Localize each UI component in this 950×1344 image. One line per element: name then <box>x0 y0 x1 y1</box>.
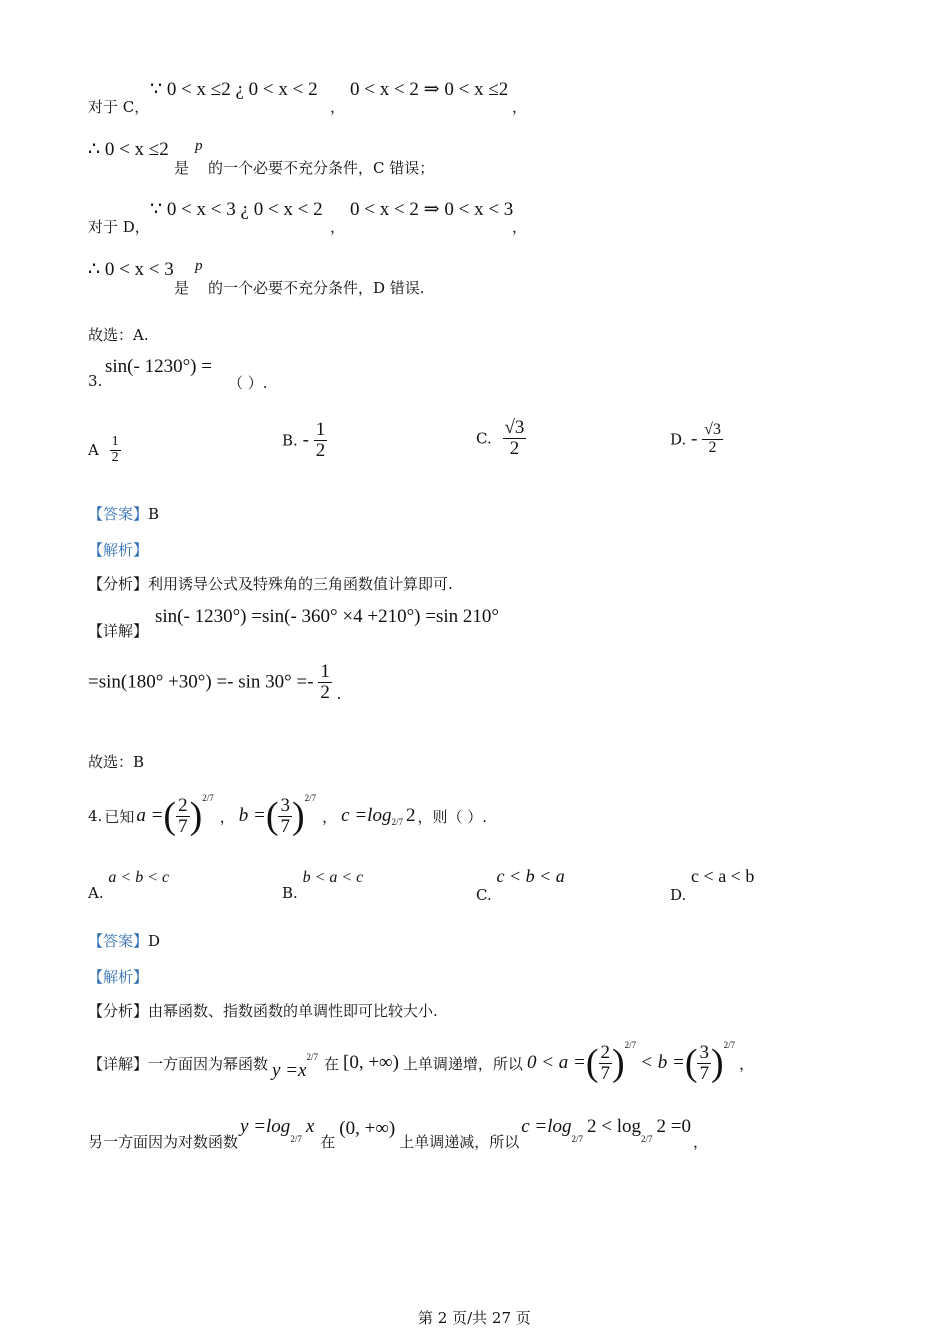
q3-option-b-sign: - <box>302 429 309 451</box>
q4-line1-b-lparen: ( <box>684 1042 698 1084</box>
q3-fenxi-tag: 【分析】 <box>88 575 149 593</box>
q4-a-num: 2 <box>178 794 188 816</box>
d-implication-math: 0 < x < 2 ⇒ 0 < x < 3 <box>350 199 514 220</box>
q4-b-lparen: ( <box>265 795 279 837</box>
q4-sep2: ， <box>322 807 338 826</box>
q4-option-c-label: C. <box>476 886 492 904</box>
q3-option-b[interactable] <box>282 420 327 461</box>
d-condition-math: ∵ 0 < x < 3 ¿ 0 < x < 2 <box>150 199 323 220</box>
q4-line1-a-num: 2 <box>600 1041 610 1063</box>
q4-line2-ineq-end: 2 =0 <box>656 1116 692 1137</box>
q4-option-a-label: A. <box>88 884 104 902</box>
q4-line1-zai: 在 <box>323 1054 339 1073</box>
q3-analysis-tag: 【解析】 <box>88 541 149 559</box>
q3-fenxi <box>88 573 453 594</box>
q4-answer-tag: 【答案】 <box>88 932 149 950</box>
q4-analysis-tag: 【解析】 <box>88 968 149 986</box>
q3-option-a-fraction <box>110 435 121 465</box>
q3-option-b-den: 2 <box>315 439 326 461</box>
q3-blank: （ ）. <box>228 374 268 392</box>
c-p-symbol: p <box>195 138 203 154</box>
q4-line1-func: y =x <box>272 1060 307 1081</box>
q4-fenxi <box>88 1000 438 1021</box>
q4-line2-func: y =log <box>240 1116 291 1137</box>
q4-line1-ineq-b: < b = <box>640 1052 685 1073</box>
q4-line1-b-fraction <box>697 1043 711 1084</box>
c-conclusion-math: ∴ 0 < x ≤2 <box>88 139 169 160</box>
q4-line2-ineq-mid: 2 < log <box>587 1116 642 1137</box>
c-conclusion-is: 是 <box>174 159 190 177</box>
q4-option-a-text: a < b < c <box>108 869 170 886</box>
q4-answer <box>88 930 160 951</box>
q3-option-c-den: 2 <box>509 437 520 459</box>
q4-b-fraction <box>278 796 292 837</box>
d-p-symbol: p <box>195 258 203 274</box>
q4-answer-value: D <box>148 932 161 950</box>
q4-line1-a-fraction <box>599 1043 613 1084</box>
d-prefix: 对于 D， <box>88 218 150 236</box>
q4-line2-comma: ， <box>693 1133 709 1151</box>
q3-step2-fraction <box>318 662 332 703</box>
q4-line1-a-den: 7 <box>600 1062 610 1084</box>
q4-a-eq: a = <box>136 805 164 826</box>
q3-answer <box>88 503 159 524</box>
q4-line1-text: 一方面因为幂函数 <box>148 1054 269 1073</box>
q4-line1-interval: [0, +∞) <box>343 1052 399 1073</box>
q4-fenxi-tag: 【分析】 <box>88 1002 149 1020</box>
q3-option-d-fraction <box>702 422 723 457</box>
q4-line1-ineq-a: 0 < a = <box>526 1052 586 1073</box>
guxuan-a: 故选：A. <box>88 326 149 344</box>
q3-xiangjie-tag: 【详解】 <box>88 622 149 640</box>
q4-line2-ineq-base2: 2/7 <box>641 1134 653 1144</box>
q4-line2-zai: 在 <box>320 1133 336 1151</box>
q4-line2-base: 2/7 <box>290 1134 302 1144</box>
q4-option-d-text: c < a < b <box>691 866 755 886</box>
q3-step2-num: 1 <box>320 661 330 682</box>
q4-b-eq: b = <box>238 805 266 826</box>
q4-line1-b-exp: 2/7 <box>723 1040 736 1050</box>
c-condition-math: ∵ 0 < x ≤2 ¿ 0 < x < 2 <box>150 79 318 100</box>
q4-line2-rest: 上单调递减，所以 <box>399 1133 520 1151</box>
q3-answer-value: B <box>148 505 160 523</box>
c-implication-math: 0 < x < 2 ⇒ 0 < x ≤2 <box>350 79 509 100</box>
q3-step2-end: . <box>336 684 342 703</box>
d-conclusion-math: ∴ 0 < x < 3 <box>88 259 174 280</box>
q4-option-d-label: D. <box>670 886 687 904</box>
q3-number: 3. <box>88 372 103 390</box>
q4-c-eq: c =log <box>341 805 392 826</box>
q4-b-num: 3 <box>280 794 290 816</box>
q4-detail-line2 <box>88 1112 708 1152</box>
q3-option-d-label: D. <box>670 430 687 449</box>
q3-option-d-num: √3 <box>704 421 721 438</box>
q4-b-den: 7 <box>280 815 290 837</box>
q3-option-a-num: 1 <box>111 434 119 449</box>
q4-line2-func-x: x <box>305 1116 315 1137</box>
q3-option-d-den: 2 <box>708 438 717 456</box>
q3-step2 <box>88 662 341 703</box>
q4-line1-a-lparen: ( <box>585 1042 599 1084</box>
c-conclusion-text: 的一个必要不充分条件，C 错误； <box>208 159 435 177</box>
q4-option-c-text: c < b < a <box>496 866 565 886</box>
q4-line1-b-num: 3 <box>699 1041 709 1063</box>
q4-detail-line1 <box>88 1036 754 1090</box>
d-comma-end: ， <box>512 218 528 236</box>
q4-a-fraction <box>176 796 190 837</box>
q4-option-d[interactable] <box>670 866 755 904</box>
q4-ze: ，则（ ）. <box>417 807 488 826</box>
q4-b-rparen: ) <box>291 795 305 837</box>
q4-a-rparen: ) <box>189 795 203 837</box>
q4-line2-ineq-base1: 2/7 <box>571 1134 584 1144</box>
c-comma: ， <box>330 98 346 116</box>
d-conclusion-text: 的一个必要不充分条件，D 错误. <box>208 279 425 297</box>
d-comma: ， <box>330 218 346 236</box>
q3-guxuan: 故选：B <box>88 753 145 771</box>
q4-option-c[interactable] <box>476 866 565 904</box>
q4-line1-exp: 2/7 <box>306 1052 318 1062</box>
q3-answer-tag: 【答案】 <box>88 505 149 523</box>
q4-stem <box>88 788 487 844</box>
q3-expression: sin(- 1230°) = <box>105 356 212 377</box>
q3-option-d[interactable] <box>670 422 723 457</box>
q4-line1-rest: 上单调递增，所以 <box>402 1054 523 1073</box>
q4-line1-a-exp: 2/7 <box>624 1040 637 1050</box>
q4-a-den: 7 <box>178 815 188 837</box>
q3-step2-math: =sin(180° +30°) =- sin 30° =- <box>88 671 314 693</box>
q4-option-a[interactable] <box>88 868 170 902</box>
q4-line2-text: 另一方面因为对数函数 <box>88 1133 239 1151</box>
d-conclusion-is: 是 <box>174 279 190 297</box>
c-prefix: 对于 C， <box>88 98 150 116</box>
q4-c-base: 2/7 <box>391 817 403 827</box>
q3-option-c-num: √3 <box>504 417 525 438</box>
q3-option-b-num: 1 <box>315 419 326 440</box>
q3-option-c-label: C. <box>476 429 492 448</box>
q4-line1-a-rparen: ) <box>612 1042 625 1084</box>
q4-a-exponent: 2/7 <box>202 793 214 803</box>
q4-b-exponent: 2/7 <box>304 793 317 803</box>
q4-option-b-label: B. <box>282 884 298 902</box>
q4-line1-b-rparen: ) <box>710 1042 724 1084</box>
q4-number: 4. <box>88 807 103 825</box>
q3-option-c[interactable] <box>476 418 526 459</box>
q4-line1-b-den: 7 <box>699 1062 709 1084</box>
page-footer: 第 2 页/共 27 页 <box>418 1309 531 1327</box>
q4-fenxi-text: 由幂函数、指数函数的单调性即可比较大小. <box>148 1002 438 1020</box>
q4-a-lparen: ( <box>163 795 177 837</box>
q4-line2-ineq: c =log <box>521 1116 572 1137</box>
q3-option-b-label: B. <box>282 431 298 450</box>
q3-option-a-den: 2 <box>111 449 119 465</box>
q4-option-b[interactable] <box>282 868 364 902</box>
q3-option-b-fraction <box>314 420 328 461</box>
q4-sep1: ， <box>219 807 235 826</box>
q3-option-c-fraction <box>503 418 527 459</box>
q3-option-d-sign: - <box>691 428 698 450</box>
q4-known: 已知 <box>104 807 135 826</box>
q4-option-b-text: b < a < c <box>302 869 364 886</box>
q3-step2-den: 2 <box>320 681 330 703</box>
q4-line2-interval: (0, +∞) <box>339 1118 396 1139</box>
c-comma-end: ， <box>512 98 528 116</box>
q4-xiangjie-tag: 【详解】 <box>88 1054 149 1073</box>
q3-step1: sin(- 1230°) =sin(- 360° ×4 +210°) =sin 210° <box>155 606 499 627</box>
q4-line1-comma: ， <box>739 1054 755 1073</box>
q3-option-a-label: A <box>88 441 99 460</box>
q4-c-arg: 2 <box>405 805 416 826</box>
q3-option-a[interactable] <box>88 435 121 465</box>
q3-fenxi-text: 利用诱导公式及特殊角的三角函数值计算即可. <box>148 575 453 593</box>
